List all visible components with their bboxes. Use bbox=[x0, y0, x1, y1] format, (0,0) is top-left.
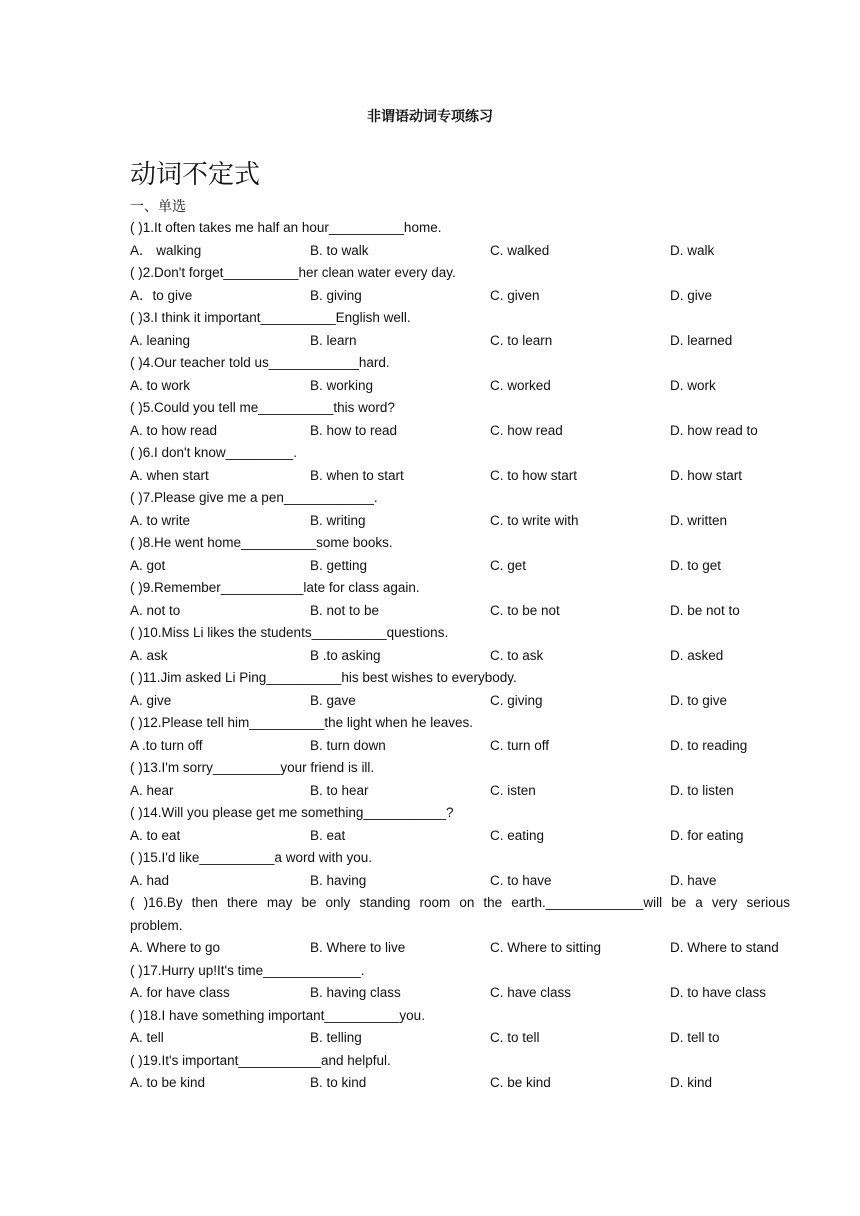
option-a: A. had bbox=[130, 872, 170, 888]
option-d: D. to listen bbox=[670, 782, 734, 798]
option-b: B. Where to live bbox=[310, 940, 406, 955]
option-b: B. to kind bbox=[310, 1075, 367, 1090]
option-a: A. tell bbox=[130, 1030, 164, 1045]
option-d: D. to give bbox=[670, 692, 728, 708]
question-stem: ( )16.By then there may be only standing room on the earth._____________will be a very serious problem. bbox=[130, 895, 790, 933]
option-row bbox=[130, 555, 790, 578]
question-stem: ( )15.I'd like__________a word with you. bbox=[130, 850, 372, 865]
option-c: C. to learn bbox=[490, 332, 553, 348]
option-d: D. written bbox=[670, 512, 728, 528]
option-b: B .to asking bbox=[310, 647, 381, 663]
option-row bbox=[130, 937, 790, 960]
option-c: C. to have bbox=[490, 872, 552, 888]
option-c: C. walked bbox=[490, 242, 550, 258]
option-c: C. to ask bbox=[490, 647, 544, 663]
option-row bbox=[130, 330, 790, 353]
option-d: D. have bbox=[670, 872, 717, 888]
option-c: C. Where to sitting bbox=[490, 940, 602, 955]
question-stem: ( )18.I have something important__________you. bbox=[130, 1007, 425, 1023]
question-stem: ( )10.Miss Li likes the students__________questions. bbox=[130, 625, 449, 640]
option-row bbox=[130, 1027, 790, 1050]
option-row bbox=[130, 240, 790, 263]
question-stem: ( )5.Could you tell me__________this word? bbox=[130, 400, 395, 415]
option-a: A． walking bbox=[130, 242, 202, 258]
question-stem: ( )9.Remember___________late for class again. bbox=[130, 580, 420, 595]
option-a: A. not to bbox=[130, 602, 181, 618]
option-row bbox=[130, 735, 790, 758]
option-a: A. hear bbox=[130, 782, 174, 798]
option-c: C. giving bbox=[490, 692, 543, 708]
question-stem: ( )13.I'm sorry_________your friend is ill. bbox=[130, 760, 375, 775]
option-row bbox=[130, 825, 790, 848]
option-d: D. Where to stand bbox=[670, 940, 779, 955]
option-row bbox=[130, 780, 790, 803]
option-b: B. to hear bbox=[310, 782, 369, 798]
option-b: B. eat bbox=[310, 827, 346, 843]
option-d: D. give bbox=[670, 287, 713, 303]
question-stem: ( )17.Hurry up!It's time_____________. bbox=[130, 962, 365, 978]
option-d: D. to reading bbox=[670, 737, 748, 753]
question-stem: ( )14.Will you please get me something___________? bbox=[130, 805, 454, 820]
option-a: A. give bbox=[130, 692, 172, 708]
option-b: B. having bbox=[310, 872, 367, 888]
option-d: D. to have class bbox=[670, 985, 767, 1000]
option-row bbox=[130, 690, 790, 713]
option-b: B. when to start bbox=[310, 467, 404, 483]
option-a: A. leaning bbox=[130, 332, 191, 348]
option-c: C. to tell bbox=[490, 1030, 540, 1045]
option-row bbox=[130, 420, 790, 443]
option-b: B. having class bbox=[310, 985, 401, 1000]
option-b: B. writing bbox=[310, 512, 366, 528]
question-stem: ( )4.Our teacher told us____________hard. bbox=[130, 355, 390, 370]
option-c: C. get bbox=[490, 557, 527, 573]
question-stem: ( )19.It's important___________and helpful. bbox=[130, 1052, 391, 1068]
option-c: C. have class bbox=[490, 985, 572, 1000]
option-a: A. to eat bbox=[130, 827, 181, 843]
option-a: A. Where to go bbox=[130, 940, 221, 955]
option-a: A．to give bbox=[130, 287, 193, 303]
option-d: D. be not to bbox=[670, 602, 740, 618]
option-a: A. for have class bbox=[130, 985, 230, 1000]
option-a: A. to write bbox=[130, 512, 191, 528]
question-stem: ( )2.Don't forget__________her clean water every day. bbox=[130, 265, 456, 280]
option-row bbox=[130, 510, 790, 533]
option-d: D. tell to bbox=[670, 1030, 720, 1045]
option-d: D. walk bbox=[670, 242, 715, 258]
option-a: A. to how read bbox=[130, 422, 218, 438]
option-a: A .to turn off bbox=[130, 737, 203, 753]
option-d: D. how read to bbox=[670, 422, 758, 438]
option-row bbox=[130, 982, 790, 1005]
option-c: C. given bbox=[490, 287, 540, 303]
option-a: A. when start bbox=[130, 467, 209, 483]
option-c: C. turn off bbox=[490, 737, 550, 753]
option-row bbox=[130, 870, 790, 893]
question-list bbox=[130, 217, 790, 1095]
question-stem: ( )6.I don't know_________. bbox=[130, 445, 297, 460]
option-c: C. how read bbox=[490, 422, 563, 438]
subsection-heading: 一、单选 bbox=[130, 199, 186, 215]
option-d: D. asked bbox=[670, 647, 724, 663]
option-b: B. how to read bbox=[310, 422, 398, 438]
option-row bbox=[130, 645, 790, 668]
option-row bbox=[130, 375, 790, 398]
option-d: D. learned bbox=[670, 332, 733, 348]
option-d: D. for eating bbox=[670, 827, 744, 843]
option-c: C. to be not bbox=[490, 602, 560, 618]
option-a: A. ask bbox=[130, 647, 168, 663]
option-b: B. learn bbox=[310, 332, 357, 348]
option-b: B. working bbox=[310, 377, 374, 393]
option-b: B. to walk bbox=[310, 242, 369, 258]
question-stem: ( )12.Please tell him__________the light when he leaves. bbox=[130, 715, 473, 730]
option-d: D. kind bbox=[670, 1075, 713, 1090]
option-c: C. eating bbox=[490, 827, 545, 843]
question-stem: ( )1.It often takes me half an hour__________home. bbox=[130, 220, 442, 235]
option-d: D. work bbox=[670, 377, 716, 393]
option-row bbox=[130, 465, 790, 488]
option-d: D. how start bbox=[670, 467, 743, 483]
option-b: B. gave bbox=[310, 692, 356, 708]
option-b: B. not to be bbox=[310, 602, 380, 618]
section-heading: 动词不定式 bbox=[130, 160, 261, 190]
question-stem: ( )7.Please give me a pen____________. bbox=[130, 490, 378, 505]
question-stem: ( )8.He went home__________some books. bbox=[130, 535, 393, 550]
option-c: C. to write with bbox=[490, 512, 579, 528]
option-c: C. to how start bbox=[490, 467, 578, 483]
option-row bbox=[130, 600, 790, 623]
option-row bbox=[130, 1072, 790, 1095]
option-a: A. to work bbox=[130, 377, 191, 393]
question-stem: ( )11.Jim asked Li Ping__________his best wishes to everybody. bbox=[130, 670, 517, 685]
question-stem: ( )3.I think it important__________English well. bbox=[130, 310, 411, 325]
option-b: B. getting bbox=[310, 557, 368, 573]
option-c: C. isten bbox=[490, 782, 536, 798]
option-a: A. got bbox=[130, 557, 166, 573]
option-b: B. giving bbox=[310, 287, 362, 303]
page-title: 非谓语动词专项练习 bbox=[367, 109, 493, 125]
option-b: B. telling bbox=[310, 1030, 362, 1045]
option-d: D. to get bbox=[670, 557, 722, 573]
option-c: C. be kind bbox=[490, 1075, 551, 1090]
option-c: C. worked bbox=[490, 377, 551, 393]
option-a: A. to be kind bbox=[130, 1075, 206, 1090]
option-b: B. turn down bbox=[310, 737, 386, 753]
option-row bbox=[130, 285, 790, 308]
